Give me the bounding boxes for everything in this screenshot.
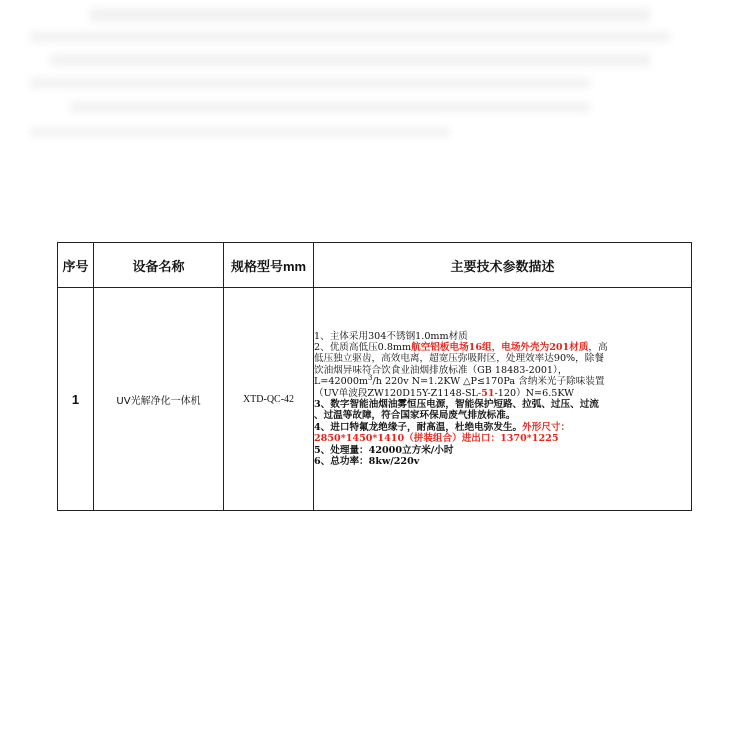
- desc-highlight: 外形尺寸：: [522, 421, 571, 433]
- desc-text: /h 220v N=1.2KW △P≤170Pa 含纳米光子除味装置: [372, 376, 605, 388]
- desc-superscript: 3: [368, 374, 373, 382]
- desc-line-3: 低压独立驱齿，高效电离，超宽压弥吸附区，处理效率达90%，除餐: [314, 353, 604, 365]
- desc-line-11: 5、处理量：42000立方米/小时: [314, 444, 454, 456]
- desc-text: （UV单波段ZW120D15Y-Z1148-SL-: [314, 387, 482, 399]
- desc-line-1: 1、主体采用304不锈钢1.0mm材质: [314, 330, 468, 342]
- desc-highlight: 51: [481, 387, 495, 399]
- header-seq: 序号: [58, 243, 94, 288]
- desc-line-8: 、过温等故障，符合国家环保局废气排放标准。: [314, 410, 516, 422]
- desc-line-10: 2850*1450*1410（拼装组合）进出口：1370*1225: [314, 433, 559, 445]
- desc-text: 4、进口特氟龙绝缘子，耐高温，杜绝电弥发生。: [314, 421, 523, 433]
- desc-line-5: [314, 376, 691, 387]
- desc-line-4: 饮油烟异味符合饮食业油烟排放标准（GB 18483-2001），: [314, 364, 568, 376]
- table-header-row: [58, 243, 692, 288]
- desc-text: 2、优质高低压0.8mm: [314, 341, 412, 353]
- desc-line-7: 3、数字智能油烟油雾恒压电源，智能保护短路、拉弧、过压、过流: [314, 399, 599, 410]
- cell-device-name: UV光解净化一体机: [94, 288, 224, 511]
- cell-seq: 1: [58, 288, 94, 511]
- table-row: [58, 288, 692, 511]
- blurred-header-remnant: [30, 0, 670, 170]
- header-model: 规格型号mm: [224, 243, 314, 288]
- desc-highlight: 航空铝板电场16组: [411, 341, 492, 353]
- desc-highlight: 电场外壳为201材质: [501, 341, 589, 353]
- cell-description: [314, 288, 692, 511]
- desc-line-6: [314, 388, 691, 399]
- desc-text: ，: [491, 341, 502, 353]
- spec-table: [57, 242, 692, 511]
- header-description: 主要技术参数描述: [314, 243, 692, 288]
- desc-line-2: [314, 342, 691, 353]
- cell-model: XTD-QC-42: [224, 288, 314, 511]
- desc-text: -120）N=6.5KW: [494, 387, 575, 399]
- desc-text: ，高: [588, 341, 608, 353]
- desc-line-12: 6、总功率：8kw/220v: [314, 456, 420, 468]
- desc-line-9: [314, 422, 691, 433]
- header-device-name: 设备名称: [94, 243, 224, 288]
- desc-text: L=42000m: [314, 376, 369, 388]
